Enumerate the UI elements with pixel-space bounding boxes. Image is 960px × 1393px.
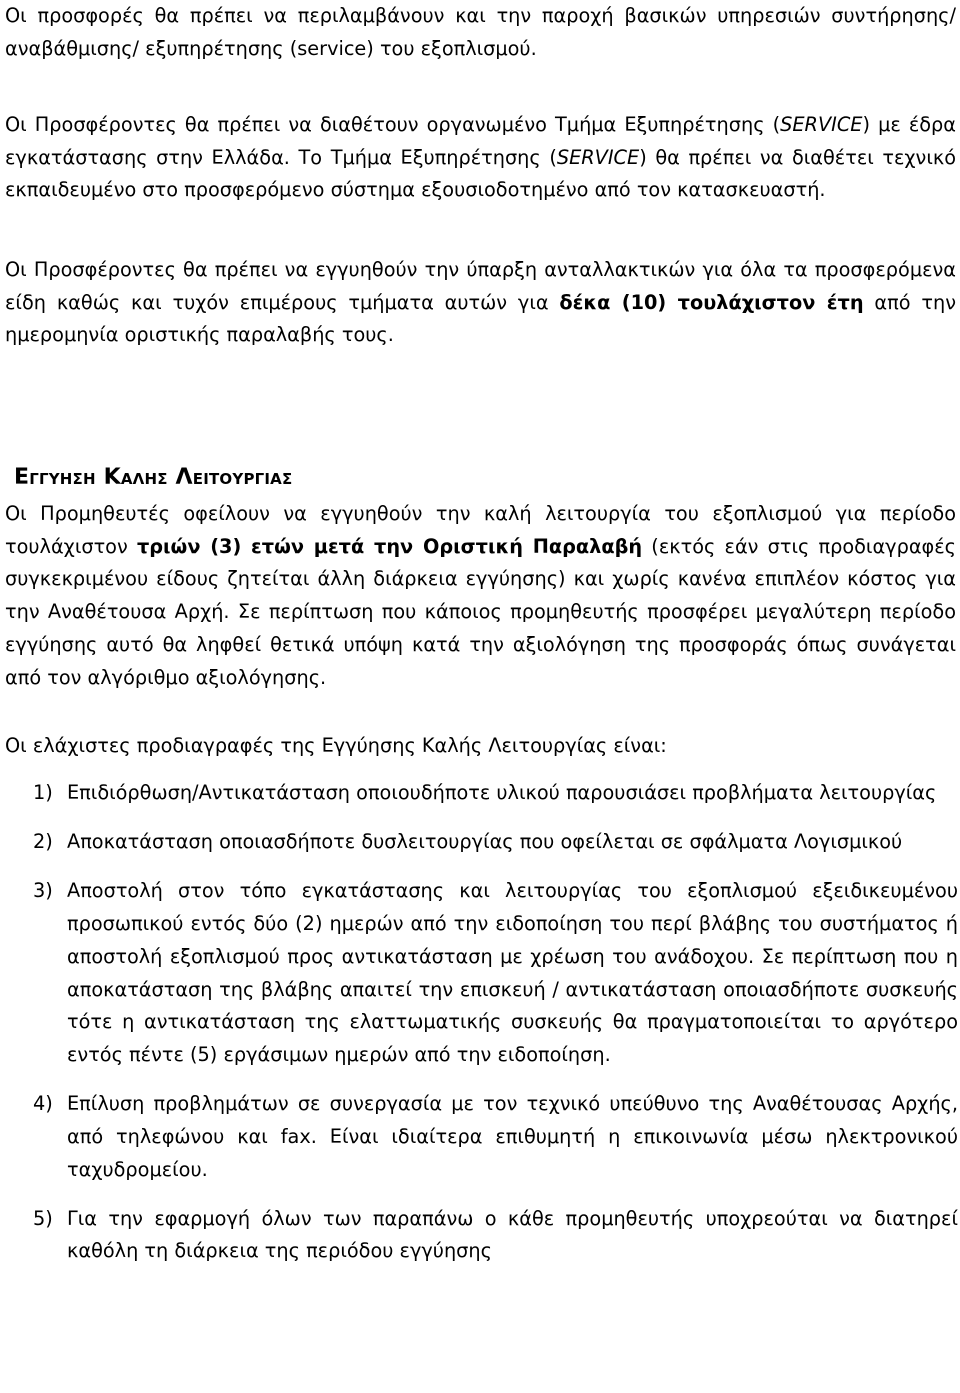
paragraph-text: Οι Προσφέροντες θα πρέπει να διαθέτουν οργανωμένο Τμήμα Εξυπηρέτησης (	[5, 113, 781, 136]
list-item-text: Για την εφαρμογή όλων των παραπάνω ο κάθε προμηθευτής υποχρεούται να διατηρεί καθόλη τη διάρκεια της περιόδου εγγύησης	[67, 1206, 958, 1263]
service-term: SERVICE	[780, 113, 863, 136]
paragraph-service-offers	[5, 0, 956, 65]
paragraph-minimum-specs	[5, 730, 956, 763]
list-item-number: 1)	[33, 781, 53, 804]
warranty-duration: τριών (3) ετών μετά την Οριστική Παραλαβή	[136, 534, 643, 558]
paragraph-text: ) με έδρα εγκατάστασης στην Ελλάδα. Το Τμήμα Εξυπηρέτησης (	[5, 113, 957, 169]
list-item	[33, 1203, 958, 1268]
paragraph-warranty	[5, 498, 956, 694]
list-item-text: Επίλυση προβλημάτων σε συνεργασία με τον τεχνικό υπεύθυνο της Αναθέτουσας Αρχής, από τηλεφώνου και fax. Είναι ιδιαίτερα επιθυμητή η επικοινωνία μέσω ηλεκτρονικού ταχυδρομείου.	[67, 1092, 958, 1181]
paragraph-text: Οι Προσφέροντες θα πρέπει να εγγυηθούν την ύπαρξη ανταλλακτικών για όλα τα προσφερόμενα είδη καθώς και τυχόν επιμέρους τμήματα αυτών για	[5, 258, 956, 314]
list-item-number: 5)	[33, 1206, 53, 1230]
list-item	[33, 875, 958, 1071]
list-item-number: 3)	[33, 879, 53, 903]
list-item	[33, 826, 958, 859]
list-item-text: Αποστολή στον τόπο εγκατάστασης και λειτουργίας του εξοπλισμού εξειδικευμένου προσωπικού εντός δύο (2) ημερών από την ειδοποίηση του περί βλάβης του συστήματος ή αποστολή εξοπλισμού προς αντικατάσταση με χρέωση του ανάδοχου. Σε περίπτωση που η αποκατάσταση της βλάβης απαιτεί την επισκευή / αντικατάσταση οποιασδήποτε συσκευής τότε η αντικατάσταση της ελαττωματικής συσκευής θα πραγματοποιείται το αργότερο εντός πέντε (5) εργάσιμων ημερών από την ειδοποίηση.	[67, 879, 958, 1066]
paragraph-text: Οι Προμηθευτές οφείλουν να εγγυηθούν την καλή λειτουργία του εξοπλισμού για περίοδο τουλάχιστον	[5, 502, 956, 558]
paragraph-text: (εκτός εάν στις προδιαγραφές συγκεκριμένου είδους ζητείται άλλη διάρκεια εγγύησης) και χωρίς κανένα επιπλέον κόστος για την Αναθέτουσα Αρχή. Σε περίπτωση που κάποιος προμηθευτής προσφέρει μεγαλύτερη περίοδο εγγύησης αυτό θα ληφθεί θετικά υπόψη κατά την αξιολόγηση της προσφοράς όπως συνάγεται από τον αλγόριθμο αξιολόγησης.	[5, 534, 956, 689]
list-item-number: 2)	[33, 830, 53, 854]
paragraph-text: από την ημερομηνία οριστικής παραλαβής τους.	[5, 290, 957, 347]
list-item-text: Επιδιόρθωση/Αντικατάσταση οποιουδήποτε υλικού παρουσιάσει προβλήματα λειτουργίας	[67, 781, 937, 804]
warranty-requirements-list	[33, 777, 958, 1285]
list-item-text: Αποκατάσταση οποιασδήποτε δυσλειτουργίας που οφείλεται σε σφάλματα Λογισμικού	[67, 830, 903, 854]
paragraph-service-department	[5, 109, 956, 207]
list-item-number: 4)	[33, 1092, 53, 1116]
list-item	[33, 1088, 958, 1186]
paragraph-spare-parts	[5, 254, 956, 352]
paragraph-text: Οι ελάχιστες προδιαγραφές της Εγγύησης Καλής Λειτουργίας είναι:	[5, 734, 667, 757]
paragraph-text: ) θα πρέπει να διαθέτει τεχνικό εκπαιδευμένο στο προσφερόμενο σύστημα εξουσιοδοτημένο από τον κατασκευαστή.	[5, 145, 957, 202]
service-term: SERVICE	[556, 145, 640, 169]
list-item	[33, 777, 958, 810]
section-title: Εγγυηση Καλης Λειτουργιας	[14, 465, 293, 490]
paragraph-text: Οι προσφορές θα πρέπει να περιλαμβάνουν και την παροχή βασικών υπηρεσιών συντήρησης/αναβάθμισης/ εξυπηρέτησης (service) του εξοπλισμού.	[5, 4, 956, 60]
spare-parts-duration: δέκα (10) τουλάχιστον έτη	[559, 290, 864, 314]
